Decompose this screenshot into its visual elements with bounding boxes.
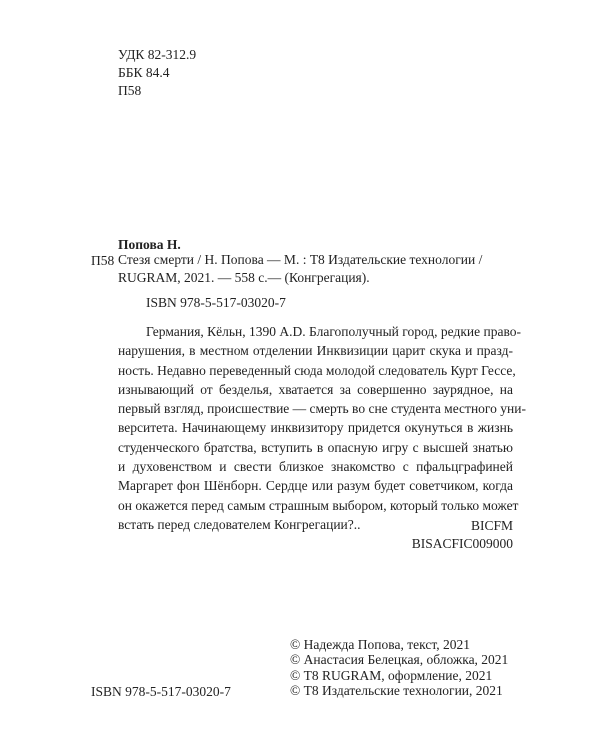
copyright-line: © Т8 RUGRAM, оформление, 2021 (290, 667, 493, 683)
annotation-line: встать перед следователем Конгрегации?.. (118, 516, 361, 532)
annotation-line: верситета. Начинающему инквизитору придется окунуться в жизнь (118, 420, 513, 436)
author-sign-code: П58 (118, 83, 142, 98)
classification-block (118, 46, 196, 100)
biblio-line: Стезя смерти / Н. Попова — М. : Т8 Издательские технологии / (118, 252, 483, 267)
copyright-block (290, 637, 508, 698)
bisac-code: BISACFIC009000 (411, 536, 513, 551)
isbn-bottom: ISBN 978-5-517-03020-7 (91, 684, 231, 699)
bibliographic-description (118, 251, 482, 287)
copyright-line: © Надежда Попова, текст, 2021 (290, 637, 470, 652)
annotation-line: Маргарет фон Шёнборн. Сердце или разум будет советчиком, когда (118, 478, 513, 494)
annotation (118, 322, 526, 534)
annotation-line: первый взгляд, происшествие — смерть во сне студента местного уни- (118, 401, 526, 417)
copyright-line: © Анастасия Белецкая, обложка, 2021 (290, 652, 509, 668)
annotation-line: студенческого братства, вступить в опасную игру с высшей знатью (118, 439, 513, 455)
annotation-line: Германия, Кёльн, 1390 A.D. Благополучный город, редкие право- (146, 324, 522, 339)
copyright-line: © Т8 Издательские технологии, 2021 (290, 682, 503, 698)
subject-codes (412, 517, 513, 553)
annotation-line: ность. Недавно переведенный сюда молодой следователь Курт Гессе, (118, 362, 516, 378)
annotation-line: нарушения, в местном отделении Инквизиции царит скука и празд- (118, 343, 513, 359)
annotation-line: изнывающий от безделья, хватается за совершенно заурядное, на (118, 381, 513, 397)
bbk-code: ББК 84.4 (118, 65, 170, 80)
author-heading: Попова Н. (118, 237, 181, 252)
annotation-line: и духовенством и свести близкое знакомство с пфальцграфиней (118, 459, 513, 475)
udk-code: УДК 82-312.9 (118, 47, 197, 62)
annotation-line: он окажется перед самым страшным выбором, который только может (118, 497, 519, 513)
isbn-main: ISBN 978-5-517-03020-7 (146, 295, 286, 310)
bic-code: BICFM (470, 518, 513, 533)
author-sign-side: П58 (91, 253, 115, 268)
biblio-line: RUGRAM, 2021. — 558 с.— (Конгрегация). (118, 270, 370, 285)
